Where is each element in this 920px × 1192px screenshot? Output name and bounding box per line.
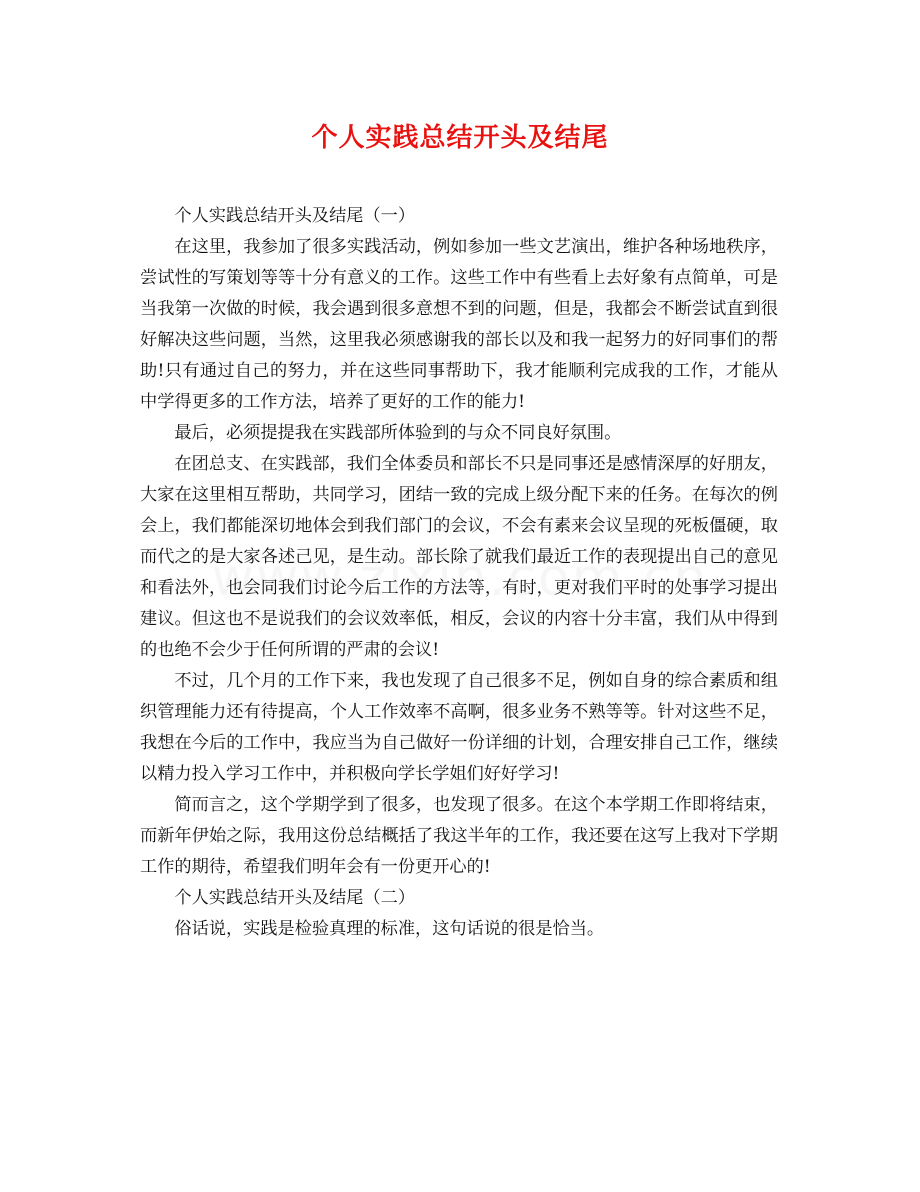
paragraph: 简而言之，这个学期学到了很多，也发现了很多。在这个本学期工作即将结束，而新年伊始之际，我用这份总结概括了我这半年的工作，我还要在这写上我对下学期工作的期待，希望我们明年会有一份更开心的!	[140, 795, 778, 877]
document-body	[140, 201, 778, 945]
document-title: 个人实践总结开头及结尾	[311, 123, 609, 153]
paragraph: 在这里，我参加了很多实践活动，例如参加一些文艺演出，维护各种场地秩序，尝试性的写策划等等十分有意义的工作。这些工作中有些看上去好象有点简单，可是当我第一次做的时候，我会遇到很多意想不到的问题，但是，我都会不断尝试直到很好解决这些问题，当然，这里我必须感谢我的部长以及和我一起努力的好同事们的帮助!只有通过自己的努力，并在这些同事帮助下，我才能顺利完成我的工作，才能从中学得更多的工作方法，培养了更好的工作的能力!	[140, 237, 778, 412]
section-heading-2: 个人实践总结开头及结尾（二）	[174, 888, 416, 908]
paragraph: 俗话说，实践是检验真理的标准，这句话说的很是恰当。	[174, 919, 605, 939]
section-heading-1: 个人实践总结开头及结尾（一）	[174, 206, 416, 226]
paragraph: 最后，必须提提我在实践部所体验到的与众不同良好氛围。	[174, 423, 622, 443]
paragraph: 不过，几个月的工作下来，我也发现了自己很多不足，例如自身的综合素质和组织管理能力还有待提高，个人工作效率不高啊，很多业务不熟等等。针对这些不足，我想在今后的工作中，我应当为自己做好一份详细的计划，合理安排自己工作，继续以精力投入学习工作中，并积极向学长学姐们好好学习!	[140, 671, 778, 784]
paragraph: 在团总支、在实践部，我们全体委员和部长不只是同事还是感情深厚的好朋友，大家在这里相互帮助，共同学习，团结一致的完成上级分配下来的任务。在每次的例会上，我们都能深切地体会到我们部门的会议，不会有素来会议呈现的死板僵硬，取而代之的是大家各述己见，是生动。部长除了就我们最近工作的表现提出自己的意见和看法外，也会同我们讨论今后工作的方法等，有时，更对我们平时的处事学习提出建议。但这也不是说我们的会议效率低，相反，会议的内容十分丰富，我们从中得到的也绝不会少于任何所谓的严肃的会议!	[140, 454, 778, 660]
